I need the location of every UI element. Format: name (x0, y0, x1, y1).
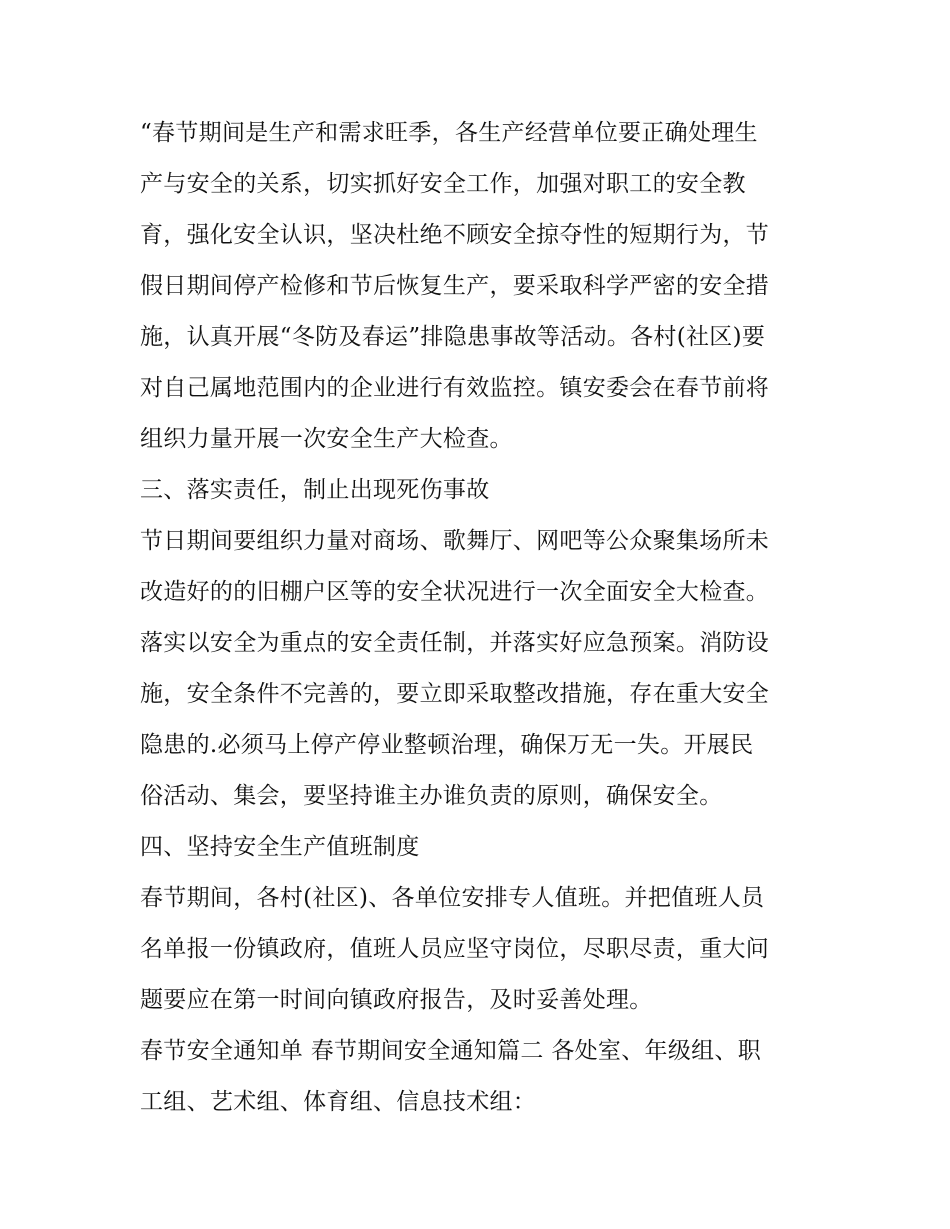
text-line: 名单报一份镇政府，值班人员应坚守岗位，尽职尽责，重大问 (140, 936, 770, 962)
text-line: “春节期间是生产和需求旺季，各生产经营单位要正确处理生 (140, 120, 758, 146)
text-line: 育，强化安全认识，坚决杜绝不顾安全掠夺性的短期行为，节 (140, 222, 770, 248)
document-body (140, 108, 820, 1128)
text-line: 假日期间停产检修和节后恢复生产，要采取科学严密的安全措 (140, 273, 770, 299)
text-line: 工组、艺术组、体育组、信息技术组： (140, 1089, 537, 1115)
text-line: 改造好的的旧棚户区等的安全状况进行一次全面安全大检查。 (140, 579, 770, 605)
section-heading: 三、落实责任，制止出现死伤事故 (140, 477, 490, 503)
text-line: 施，安全条件不完善的，要立即采取整改措施，存在重大安全 (140, 681, 770, 707)
text-line: 对自己属地范围内的企业进行有效监控。镇安委会在春节前将 (140, 375, 770, 401)
text-line: 春节期间，各村(社区)、各单位安排专人值班。并把值班人员 (140, 885, 765, 911)
text-line: 春节安全通知单 春节期间安全通知篇二 各处室、年级组、职 (140, 1038, 762, 1064)
text-line: 产与安全的关系，切实抓好安全工作，加强对职工的安全教 (140, 171, 746, 197)
text-line: 俗活动、集会，要坚持谁主办谁负责的原则，确保安全。 (140, 783, 723, 809)
text-line: 施，认真开展“冬防及春运”排隐患事故等活动。各村(社区)要 (140, 324, 766, 350)
text-line: 组织力量开展一次安全生产大检查。 (140, 426, 513, 452)
text-line: 隐患的.必须马上停产停业整顿治理，确保万无一失。开展民 (140, 732, 754, 758)
text-line: 落实以安全为重点的安全责任制，并落实好应急预案。消防设 (140, 630, 770, 656)
section-heading: 四、坚持安全生产值班制度 (140, 834, 420, 860)
text-line: 题要应在第一时间向镇政府报告，及时妥善处理。 (140, 987, 653, 1013)
text-line: 节日期间要组织力量对商场、歌舞厅、网吧等公众聚集场所未 (140, 528, 770, 554)
